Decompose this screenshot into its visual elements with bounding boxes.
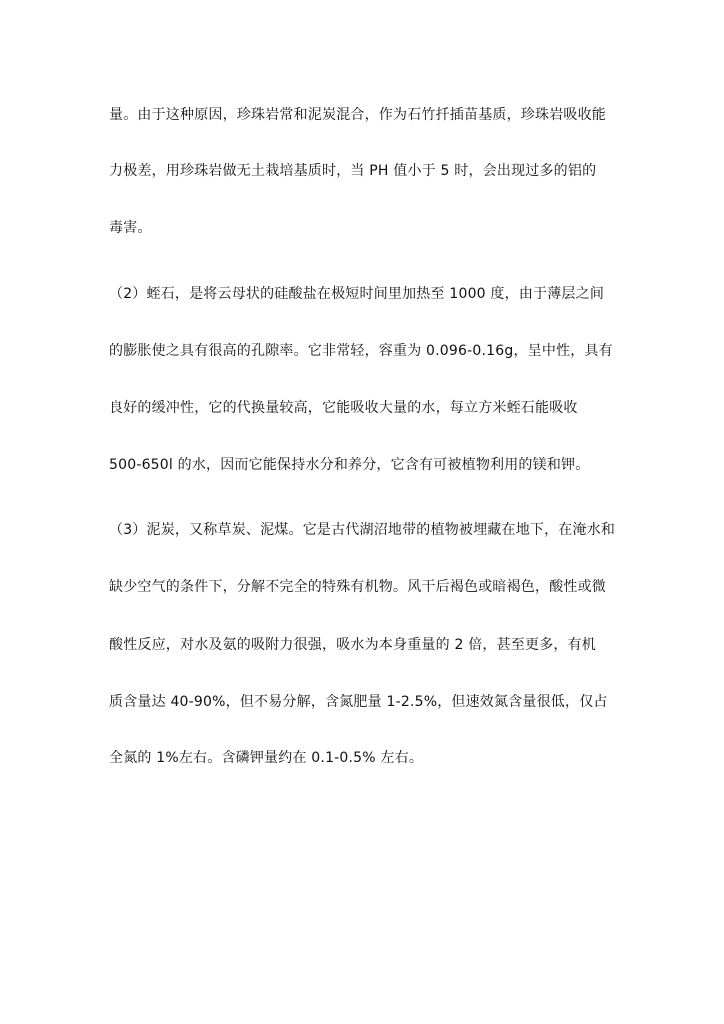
text-line-5: 的膨胀使之具有很高的孔隙率。它非常轻，容重为 0.096-0.16g，呈中性，具有 (109, 343, 613, 359)
text-line-4: （2）蛭石，是将云母状的硅酸盐在极短时间里加热至 1000 度，由于薄层之间 (109, 286, 605, 302)
text-line-6: 良好的缓冲性，它的代换量较高，它能吸收大量的水，每立方米蛭石能吸收 (109, 400, 578, 416)
text-line-11: 质含量达 40-90%，但不易分解，含氮肥量 1-2.5%，但速效氮含量很低，仅占 (109, 694, 608, 710)
text-line-8: （3）泥炭，又称草炭、泥煤。它是古代湖沼地带的植物被埋藏在地下，在淹水和 (109, 522, 616, 538)
text-line-1: 量。由于这种原因，珍珠岩常和泥炭混合，作为石竹扦插苗基质，珍珠岩吸收能 (109, 107, 606, 123)
text-line-9: 缺少空气的条件下，分解不完全的特殊有机物。风干后褐色或暗褐色，酸性或微 (109, 579, 606, 595)
text-line-7: 500-650l 的水，因而它能保持水分和养分，它含有可被植物利用的镁和钾。 (109, 457, 590, 473)
text-line-12: 全氮的 1%左右。含磷钾量约在 0.1-0.5% 左右。 (109, 750, 424, 766)
text-line-3: 毒害。 (109, 220, 152, 236)
text-line-2: 力极差，用珍珠岩做无土栽培基质时，当 PH 值小于 5 时，会出现过多的铝的 (109, 163, 597, 179)
text-line-10: 酸性反应，对水及氨的吸附力很强，吸水为本身重量的 2 倍，甚至更多，有机 (109, 637, 597, 653)
